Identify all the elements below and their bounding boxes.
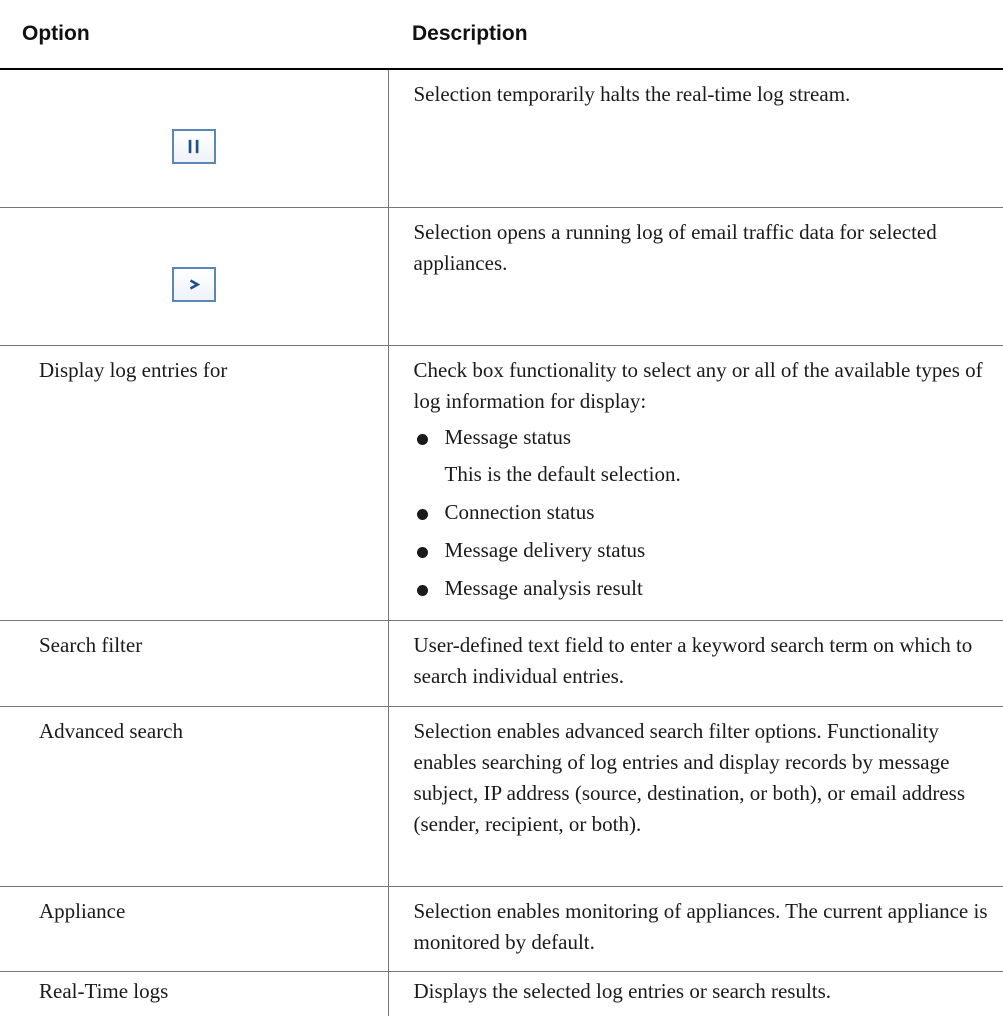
option-cell: Display log entries for	[0, 346, 388, 621]
option-cell: Appliance	[0, 887, 388, 972]
bullet-icon	[417, 509, 428, 520]
option-cell-pause	[0, 69, 388, 208]
list-item	[414, 535, 1000, 566]
log-type-list	[414, 422, 1000, 604]
list-item	[414, 497, 1000, 528]
table-header-row	[0, 0, 1003, 69]
option-cell: Advanced search	[0, 707, 388, 887]
description-column-header: Description	[388, 0, 1003, 69]
list-item	[414, 573, 1000, 604]
table-row-search-filter	[0, 621, 1003, 707]
table-row-appliance	[0, 887, 1003, 972]
description-cell: Selection temporarily halts the real-time log stream.	[388, 69, 1003, 208]
table-row-real-time-logs	[0, 972, 1003, 1016]
list-item-label: Message analysis result	[445, 576, 643, 600]
list-item-label: Message status	[445, 425, 572, 449]
option-cell-play	[0, 208, 388, 346]
option-column-header: Option	[0, 0, 388, 69]
table-row-pause	[0, 69, 1003, 208]
description-cell: User-defined text field to enter a keyword search term on which to search individual entries.	[388, 621, 1003, 707]
list-item-label: Message delivery status	[445, 538, 646, 562]
table-row-play	[0, 208, 1003, 346]
description-cell: Displays the selected log entries or search results.	[388, 972, 1003, 1016]
description-cell	[388, 346, 1003, 621]
pause-icon	[172, 129, 216, 164]
option-cell: Real-Time logs	[0, 972, 388, 1016]
play-icon	[172, 267, 216, 302]
description-cell: Selection opens a running log of email traffic data for selected appliances.	[388, 208, 1003, 346]
table-row-advanced-search	[0, 707, 1003, 887]
option-cell: Search filter	[0, 621, 388, 707]
bullet-icon	[417, 434, 428, 445]
bullet-icon	[417, 585, 428, 596]
description-cell: Selection enables advanced search filter options. Functionality enables searching of log entries and display records by message subject, IP address (source, destination, or both), or email address (sender, recipient, or both).	[388, 707, 1003, 887]
description-cell: Selection enables monitoring of appliances. The current appliance is monitored by default.	[388, 887, 1003, 972]
list-item-label: Connection status	[445, 500, 595, 524]
list-item	[414, 422, 1000, 490]
description-text: Check box functionality to select any or all of the available types of log information for display:	[414, 358, 983, 413]
table-row-display-log-entries	[0, 346, 1003, 621]
bullet-icon	[417, 547, 428, 558]
default-selection-note: This is the default selection.	[445, 459, 1000, 490]
